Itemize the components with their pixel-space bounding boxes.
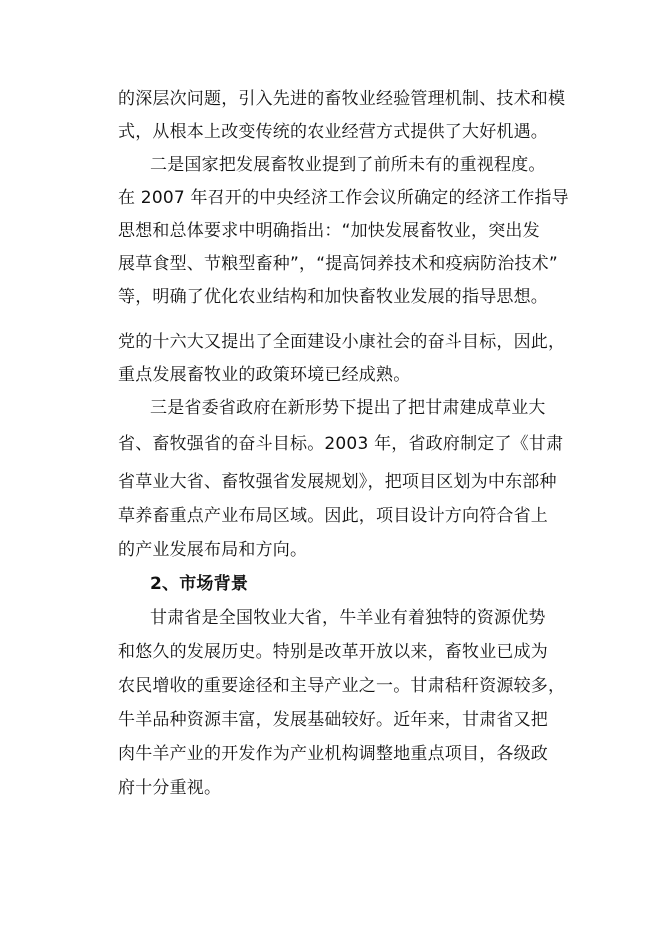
paragraph-3-line-4: 草养畜重点产业布局区域。因此，项目设计方向符合省上 xyxy=(118,506,548,526)
paragraph-3-line-5: 的产业发展布局和方向。 xyxy=(118,540,308,560)
paragraph-2-line-4: 展草食型、节粮型畜种”，“提高饲养技术和疫病防治技术” xyxy=(118,254,558,274)
paragraph-2-line-2: 在 2007 年召开的中央经济工作会议所确定的经济工作指导 xyxy=(118,188,569,208)
paragraph-4-line-2: 和悠久的发展历史。特别是改革开放以来，畜牧业已成为 xyxy=(118,642,548,662)
paragraph-2-line-3: 思想和总体要求中明确指出：“加快发展畜牧业，突出发 xyxy=(118,221,540,241)
paragraph-2-line-6: 党的十六大又提出了全面建设小康社会的奋斗目标，因此， xyxy=(118,332,566,352)
paragraph-4-line-5: 肉牛羊产业的开发作为产业机构调整地重点项目，各级政 xyxy=(118,744,548,764)
paragraph-3-line-1: 三是省委省政府在新形势下提出了把甘肃建成草业大 xyxy=(150,398,546,418)
paragraph-2-line-1: 二是国家把发展畜牧业提到了前所未有的重视程度。 xyxy=(150,155,546,175)
paragraph-2-line-5: 等，明确了优化农业结构和加快畜牧业发展的指导思想。 xyxy=(118,287,548,307)
paragraph-2-line-7: 重点发展畜牧业的政策环境已经成熟。 xyxy=(118,365,411,385)
paragraph-4-line-6: 府十分重视。 xyxy=(118,778,222,798)
paragraph-4-line-4: 牛羊品种资源丰富，发展基础较好。近年来，甘肃省又把 xyxy=(118,710,548,730)
paragraph-1-line-1: 的深层次问题，引入先进的畜牧业经验管理机制、技术和模 xyxy=(118,89,566,109)
paragraph-4-line-3: 农民增收的重要途径和主导产业之一。甘肃秸秆资源较多， xyxy=(118,676,566,696)
paragraph-4-line-1: 甘肃省是全国牧业大省，牛羊业有着独特的资源优势 xyxy=(150,608,546,628)
paragraph-3-line-2: 省、畜牧强省的奋斗目标。2003 年，省政府制定了《甘肃 xyxy=(118,434,564,454)
paragraph-3-line-3: 省草业大省、畜牧强省发展规划》，把项目区划为中东部种 xyxy=(118,472,557,492)
section-heading-market-background: 2、市场背景 xyxy=(150,574,249,594)
paragraph-1-line-2: 式，从根本上改变传统的农业经营方式提供了大好机遇。 xyxy=(118,122,548,142)
